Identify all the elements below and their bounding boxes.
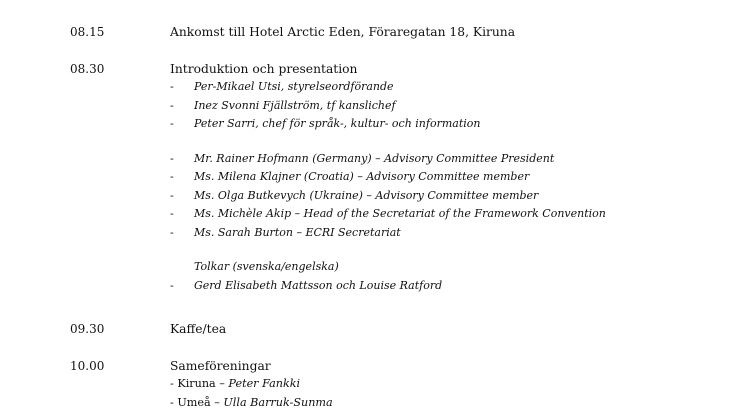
list-item xyxy=(170,375,730,394)
list-item-text: Inez Svonni Fjällström, tf kanslichef xyxy=(194,98,396,112)
list-item-prefix: - Umeå – xyxy=(170,395,224,409)
agenda-time: 09.30 xyxy=(70,322,105,336)
list-item xyxy=(170,168,730,187)
agenda-title: Ankomst till Hotel Arctic Eden, Föraregatan 18, Kiruna xyxy=(170,25,516,39)
list-dash: - xyxy=(170,278,174,292)
agenda-title: Kaffe/tea xyxy=(170,322,227,336)
spacer xyxy=(170,242,730,258)
list-dash: - xyxy=(170,151,174,165)
interpreters-label xyxy=(170,258,730,277)
list-item xyxy=(170,394,730,413)
list-item-text: Gerd Elisabeth Mattsson och Louise Ratford xyxy=(194,278,443,292)
list-item xyxy=(170,187,730,206)
list-item-text: Per-Mikael Utsi, styrelseordförande xyxy=(194,80,394,93)
agenda-title: Introduktion och presentation xyxy=(170,62,358,76)
list-item-text: Ms. Michèle Akip – Head of the Secretariat of the Framework Convention xyxy=(194,207,606,220)
list-item xyxy=(170,224,730,243)
agenda-title: Sameföreningar xyxy=(170,359,271,373)
list-item-name: Ulla Barruk-Sunma xyxy=(223,395,333,409)
list-item xyxy=(170,150,730,169)
list-item xyxy=(170,277,730,296)
agenda-time: 10.00 xyxy=(70,359,105,373)
list-dash: - xyxy=(170,170,174,183)
list-item xyxy=(170,115,730,134)
agenda-time: 08.15 xyxy=(70,25,105,39)
list-dash: - xyxy=(170,225,174,239)
list-item-text: Peter Sarri, chef för språk-, kultur- och information xyxy=(194,117,481,130)
list-dash: - xyxy=(170,188,174,202)
list-dash: - xyxy=(170,117,174,130)
list-dash: - xyxy=(170,207,174,220)
list-item-text: Ms. Milena Klajner (Croatia) – Advisory Committee member xyxy=(194,170,530,183)
interpreters-label-text: Tolkar (svenska/engelska) xyxy=(194,260,339,273)
list-item-name: Peter Fankki xyxy=(228,377,301,390)
list-item-text: Mr. Rainer Hofmann (Germany) – Advisory Committee President xyxy=(194,151,555,165)
list-item xyxy=(170,97,730,116)
list-dash: - xyxy=(170,98,174,112)
list-item-text: Ms. Sarah Burton – ECRI Secretariat xyxy=(194,225,401,239)
list-item xyxy=(170,205,730,224)
list-item-text: Ms. Olga Butkevych (Ukraine) – Advisory Committee member xyxy=(194,188,539,202)
spacer xyxy=(170,134,730,150)
list-item-prefix: - Kiruna – xyxy=(170,377,229,390)
list-dash: - xyxy=(170,80,174,93)
list-item xyxy=(170,78,730,97)
agenda-time: 08.30 xyxy=(70,62,105,76)
